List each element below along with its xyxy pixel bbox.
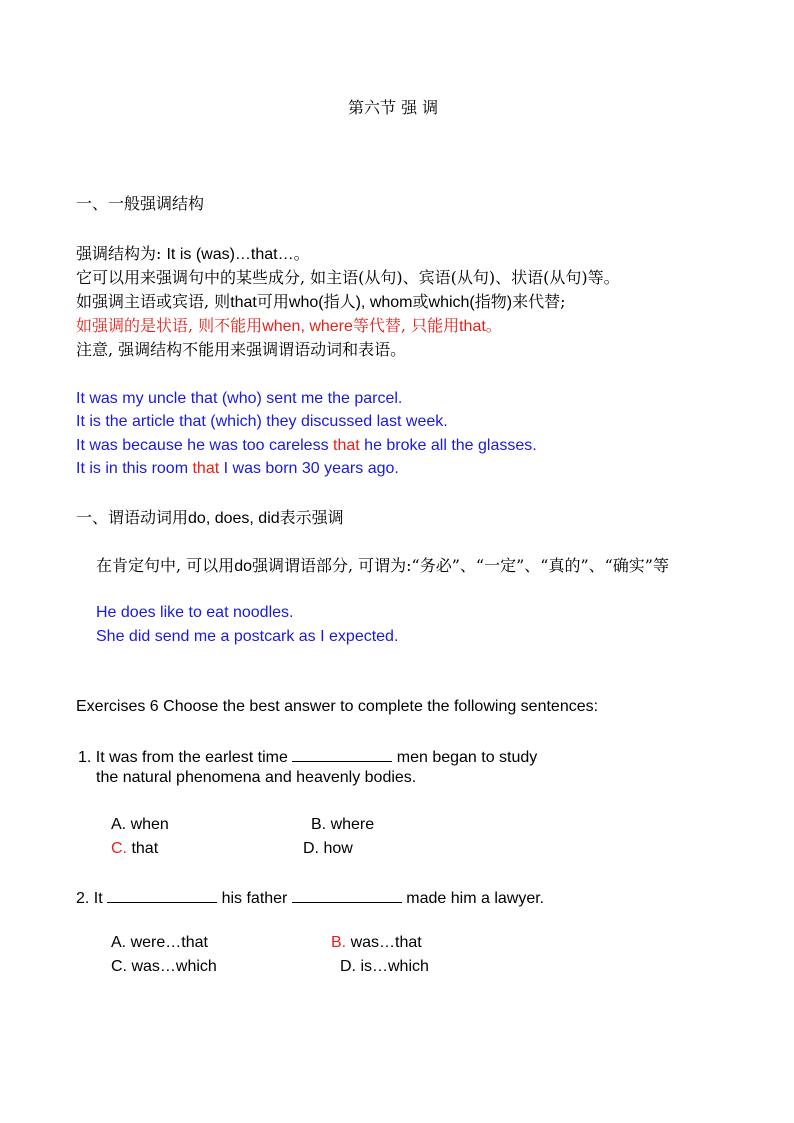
text-segment: 指人	[323, 292, 356, 311]
option-text: that	[127, 840, 159, 857]
rule-suffix: 。	[293, 244, 310, 263]
text-segment: 在肯定句中, 可以用	[96, 556, 235, 575]
question-text: made him a lawyer.	[401, 890, 545, 907]
question-text: 2. It	[76, 890, 108, 907]
section-heading-general-structure: 一、一般强调结构	[76, 194, 205, 213]
section-heading-predicate-emphasis	[76, 508, 344, 529]
question-1	[78, 745, 537, 768]
rule-line	[76, 244, 310, 265]
text-segment: which(	[428, 294, 475, 311]
text-segment: 一、谓语动词用	[76, 508, 189, 527]
question-text: his father	[217, 890, 292, 907]
exercises-heading: Exercises 6 Choose the best answer to complete the following sentences:	[76, 698, 599, 715]
text-segment: 强调谓语部分, 可谓为:“务必”、“一定”、“真的”、“确实”等	[251, 556, 669, 575]
text-segment: It is in this room	[76, 460, 193, 477]
rule-formula: It is (was)…that…	[166, 246, 294, 263]
text-segment: 来代替;	[512, 292, 566, 311]
example-sentence: It is the article that (which) they discussed last week.	[76, 413, 448, 430]
text-segment: do, does, did	[188, 510, 280, 527]
text-segment: 表示强调	[279, 508, 344, 527]
question-text: 1. It was from the earlest time	[78, 749, 293, 766]
rule-prefix: 强调结构为:	[76, 244, 167, 263]
option-d: D. is…which	[340, 958, 429, 975]
subject-object-line	[76, 292, 566, 313]
text-segment: I was born 30 years ago.	[219, 460, 399, 477]
example-sentence: It was my uncle that (who) sent me the parcel.	[76, 390, 403, 407]
question-text: men began to study	[392, 749, 538, 766]
option-b: B. where	[311, 816, 375, 833]
example-sentence	[76, 459, 399, 479]
example-sentence: She did send me a postcark as I expected.	[96, 628, 399, 645]
text-segment: 等代替, 只能用	[352, 316, 460, 335]
option-c: C. was…which	[111, 958, 217, 975]
example-sentence	[76, 436, 537, 456]
option-a: A. when	[111, 816, 169, 833]
text-segment: )	[506, 294, 513, 311]
adverbial-rule-line	[76, 316, 502, 337]
example-sentence: He does like to eat noodles.	[96, 604, 294, 621]
answer-blank	[292, 745, 392, 762]
note-line: 注意, 强调结构不能用来强调谓语动词和表语。	[76, 340, 407, 359]
text-segment: when, where	[262, 318, 353, 335]
option-a: A. were…that	[111, 934, 208, 951]
correct-answer-marker: B.	[331, 934, 347, 951]
text-segment: do	[234, 558, 252, 575]
question-2	[76, 886, 544, 909]
text-segment: that	[459, 318, 486, 335]
text-segment: It was because he was too careless	[76, 437, 334, 454]
highlight-that: that	[192, 460, 220, 477]
text-segment: 可用	[256, 292, 289, 311]
option-text: was…that	[346, 934, 422, 951]
option-c-correct	[111, 839, 158, 859]
text-segment: 。	[485, 316, 502, 335]
answer-blank	[107, 886, 217, 903]
answer-blank	[292, 886, 402, 903]
text-segment: that	[230, 294, 257, 311]
option-b-correct	[331, 933, 422, 953]
usage-line: 它可以用来强调句中的某些成分, 如主语(从句)、宾语(从句)、状语(从句)等。	[76, 268, 620, 287]
predicate-description	[96, 556, 669, 577]
correct-answer-marker: C.	[111, 840, 127, 857]
text-segment: 指物	[474, 292, 507, 311]
option-d: D. how	[303, 840, 353, 857]
text-segment: ), whom	[355, 294, 413, 311]
text-segment: 如强调的是状语, 则不能用	[76, 316, 263, 335]
text-segment: 或	[412, 292, 429, 311]
page-title: 第六节 强 调	[348, 98, 439, 117]
highlight-that: that	[333, 437, 360, 454]
text-segment: who(	[288, 294, 324, 311]
text-segment: 如强调主语或宾语, 则	[76, 292, 231, 311]
text-segment: he broke all the glasses.	[359, 437, 537, 454]
question-1-continued: the natural phenomena and heavenly bodies.	[96, 769, 417, 786]
